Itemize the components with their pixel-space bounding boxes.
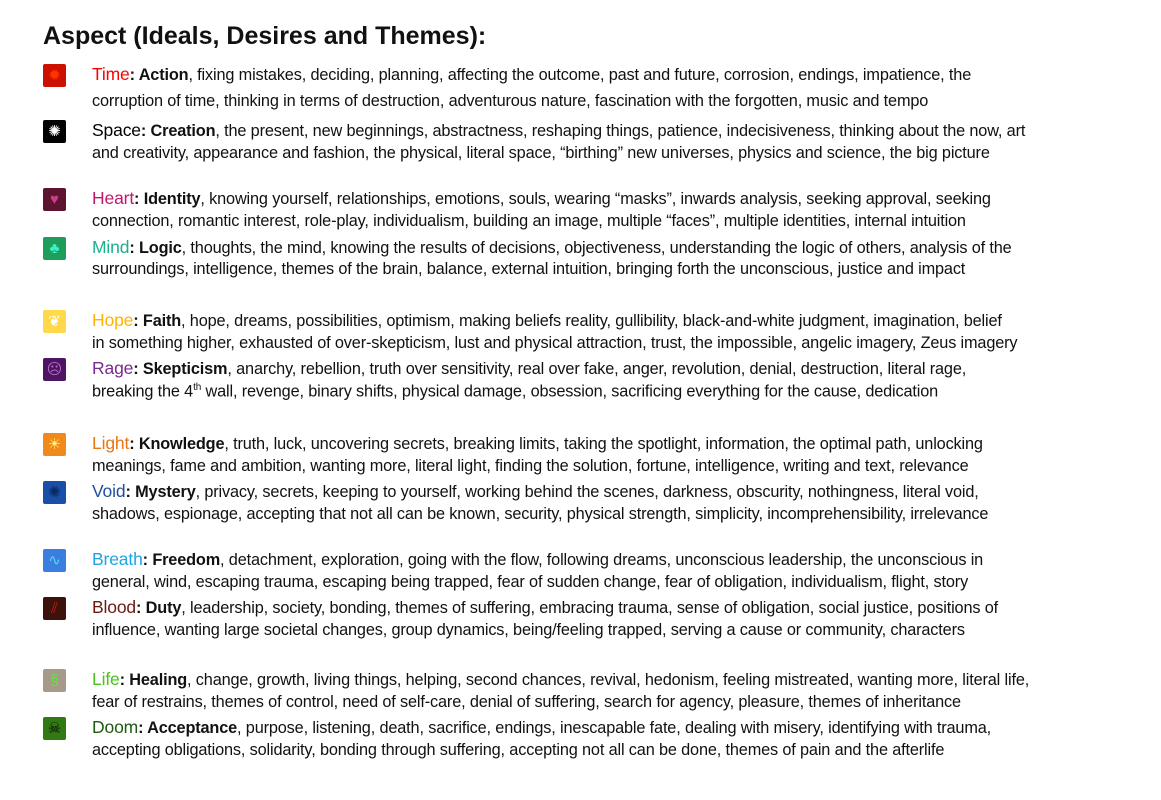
aspect-line-2 — [92, 212, 966, 231]
wings-icon — [43, 310, 66, 333]
icon-glyph: ☠ — [47, 720, 62, 737]
aspect-name: Void — [92, 481, 126, 501]
aspect-line-1 — [92, 237, 1012, 258]
aspect-keyword: Duty — [145, 599, 182, 617]
aspect-keyword: Freedom — [152, 551, 221, 569]
desc-text: , purpose, listening, death, sacrifice, endings, inescapable fate, dealing with misery, identifying with trauma, — [237, 719, 992, 737]
colon: : — [140, 122, 151, 140]
skull-icon — [43, 717, 66, 740]
desc-text: , knowing yourself, relationships, emotions, souls, wearing “masks”, inwards analysis, seeking approval, seeking — [200, 190, 991, 208]
icon-glyph: ∿ — [48, 552, 61, 569]
aspect-line-1 — [92, 597, 998, 618]
aspect-keyword: Mystery — [135, 483, 196, 501]
aspect-keyword: Identity — [143, 190, 201, 208]
colon: : — [134, 190, 144, 208]
aspect-name: Time — [92, 64, 130, 84]
aspect-line-2 — [92, 741, 944, 760]
aspect-line-2 — [92, 144, 990, 163]
aspect-line-2 — [92, 334, 1017, 353]
gear-icon — [43, 64, 66, 87]
colon: : — [133, 360, 143, 378]
colon: : — [129, 66, 139, 84]
aspect-name: Heart — [92, 188, 135, 208]
desc-text: fear of restrains, themes of control, need of self-care, denial of suffering, search for agency, pleasure, themes of inheritance — [92, 693, 961, 711]
aspect-keyword: Action — [138, 66, 189, 84]
icon-glyph: ✺ — [48, 484, 61, 501]
aspect-line-2 — [92, 621, 965, 640]
colon: : — [138, 719, 148, 737]
icon-glyph: ♣ — [49, 240, 60, 257]
aspect-line-1 — [92, 481, 979, 502]
icon-glyph: ✺ — [48, 123, 61, 140]
icon-glyph: ❦ — [48, 313, 61, 330]
aspect-line-2 — [92, 573, 968, 592]
colon: : — [136, 599, 146, 617]
desc-text: , detachment, exploration, going with the flow, following dreams, unconscious leadership, the unconscious in — [220, 551, 984, 569]
aspect-line-1 — [92, 433, 983, 454]
desc-text: corruption of time, thinking in terms of destruction, adventurous nature, fascination with the forgotten, music and tempo — [92, 92, 929, 110]
aspect-name: Hope — [92, 310, 134, 330]
aspect-keyword: Logic — [139, 239, 182, 257]
aspect-line-1 — [92, 64, 971, 85]
desc-text: surroundings, intelligence, themes of the brain, balance, external intuition, bringing forth the unconscious, justice and impact — [92, 260, 966, 278]
desc-text: , privacy, secrets, keeping to yourself, working behind the scenes, darkness, obscurity, nothingness, literal void, — [195, 483, 979, 501]
colon: : — [129, 239, 139, 257]
wind-icon — [43, 549, 66, 572]
desc-text: , thoughts, the mind, knowing the results of decisions, objectiveness, understanding the logic of others, analysis of the — [181, 239, 1012, 257]
desc-text: breaking the 4 — [92, 382, 194, 401]
aspect-line-2 — [92, 505, 988, 524]
aspect-line-1 — [92, 717, 991, 738]
aspect-name: Life — [92, 669, 120, 689]
aspect-keyword: Faith — [142, 312, 182, 330]
colon: : — [133, 312, 143, 330]
icon-glyph: ☀ — [47, 436, 62, 453]
desc-text: , fixing mistakes, deciding, planning, affecting the outcome, past and future, corrosion, endings, impatience, the — [188, 66, 972, 84]
desc-text: shadows, espionage, accepting that not all can be known, security, physical strength, simplicity, incomprehensibility, irrelevance — [92, 505, 989, 523]
aspect-line-2 — [92, 92, 928, 111]
aspect-line-2 — [92, 693, 961, 712]
desc-text: influence, wanting large societal changes, group dynamics, being/feeling trapped, serving a cause or community, characters — [92, 621, 965, 639]
aspect-keyword: Acceptance — [147, 719, 238, 737]
aspect-keyword: Skepticism — [142, 360, 228, 378]
vine-icon — [43, 669, 66, 692]
aspect-line-1 — [92, 358, 966, 379]
rage-face-icon — [43, 358, 66, 381]
aspect-name: Blood — [92, 597, 137, 617]
colon: : — [142, 551, 153, 569]
colon: : — [129, 435, 139, 453]
aspect-line-1 — [92, 120, 1025, 141]
aspect-line-2 — [92, 382, 938, 401]
heart-icon — [43, 188, 66, 211]
desc-text: accepting obligations, solidarity, bonding through suffering, accepting not all can be done, themes of pain and the afterlife — [92, 741, 945, 759]
desc-text: , leadership, society, bonding, themes of suffering, embracing trauma, sense of obligation, social justice, positions of — [181, 599, 998, 617]
aspect-name: Rage — [92, 358, 134, 378]
aspect-name: Breath — [92, 549, 143, 569]
page-title: Aspect (Ideals, Desires and Themes): — [43, 22, 487, 50]
aspect-line-1 — [92, 188, 991, 209]
sun-icon — [43, 433, 66, 456]
icon-glyph: ♥ — [50, 191, 59, 208]
icon-glyph: ☹ — [46, 361, 63, 378]
aspect-keyword: Creation — [150, 122, 216, 140]
colon: : — [125, 483, 136, 501]
desc-text: meanings, fame and ambition, wanting more, literal light, finding the solution, fortune, intelligence, writing and text, relevance — [92, 457, 969, 475]
aspect-line-1 — [92, 549, 983, 570]
aspect-name: Space — [92, 120, 141, 140]
desc-text: , hope, dreams, possibilities, optimism, making beliefs reality, gullibility, black-and-white judgment, imagination, belief — [181, 312, 1002, 330]
aspect-name: Light — [92, 433, 130, 453]
desc-text: , change, growth, living things, helping, second chances, revival, hedonism, feeling mistreated, wanting more, literal life, — [187, 671, 1030, 689]
aspect-keyword: Healing — [129, 671, 188, 689]
desc-text: , anarchy, rebellion, truth over sensitivity, real over fake, anger, revolution, denial, destruction, literal rage, — [227, 360, 967, 378]
aspect-line-1 — [92, 669, 1029, 690]
desc-text: , truth, luck, uncovering secrets, breaking limits, taking the spotlight, information, the optimal path, unlocking — [224, 435, 983, 453]
mind-icon — [43, 237, 66, 260]
blood-drip-icon — [43, 597, 66, 620]
void-swirl-icon — [43, 481, 66, 504]
colon: : — [119, 671, 130, 689]
desc-text: connection, romantic interest, role-play, individualism, building an image, multiple “faces”, multiple identities, internal intuition — [92, 212, 966, 230]
aspect-line-2 — [92, 457, 968, 476]
aspect-line-1 — [92, 310, 1002, 331]
aspect-keyword: Knowledge — [138, 435, 225, 453]
desc-text: in something higher, exhausted of over-skepticism, lust and physical attraction, trust, the impossible, angelic imagery, Zeus imagery — [92, 334, 1018, 352]
desc-text: wall, revenge, binary shifts, physical damage, obsession, sacrificing everything for the cause, dedication — [201, 382, 939, 401]
desc-text: , the present, new beginnings, abstractness, reshaping things, patience, indecisiveness, thinking about the now, art — [215, 122, 1026, 140]
desc-text: and creativity, appearance and fashion, the physical, literal space, “birthing” new universes, physics and science, the big picture — [92, 144, 990, 162]
icon-glyph: § — [50, 672, 59, 689]
aspect-line-2 — [92, 260, 965, 279]
aspect-name: Mind — [92, 237, 130, 257]
aspect-name: Doom — [92, 717, 139, 737]
spiral-icon — [43, 120, 66, 143]
icon-glyph: ✹ — [48, 67, 61, 84]
superscript: th — [193, 382, 202, 393]
desc-text: general, wind, escaping trauma, escaping being trapped, fear of sudden change, fear of obligation, individualism, flight, story — [92, 573, 969, 591]
icon-glyph: ⫽ — [51, 600, 58, 617]
